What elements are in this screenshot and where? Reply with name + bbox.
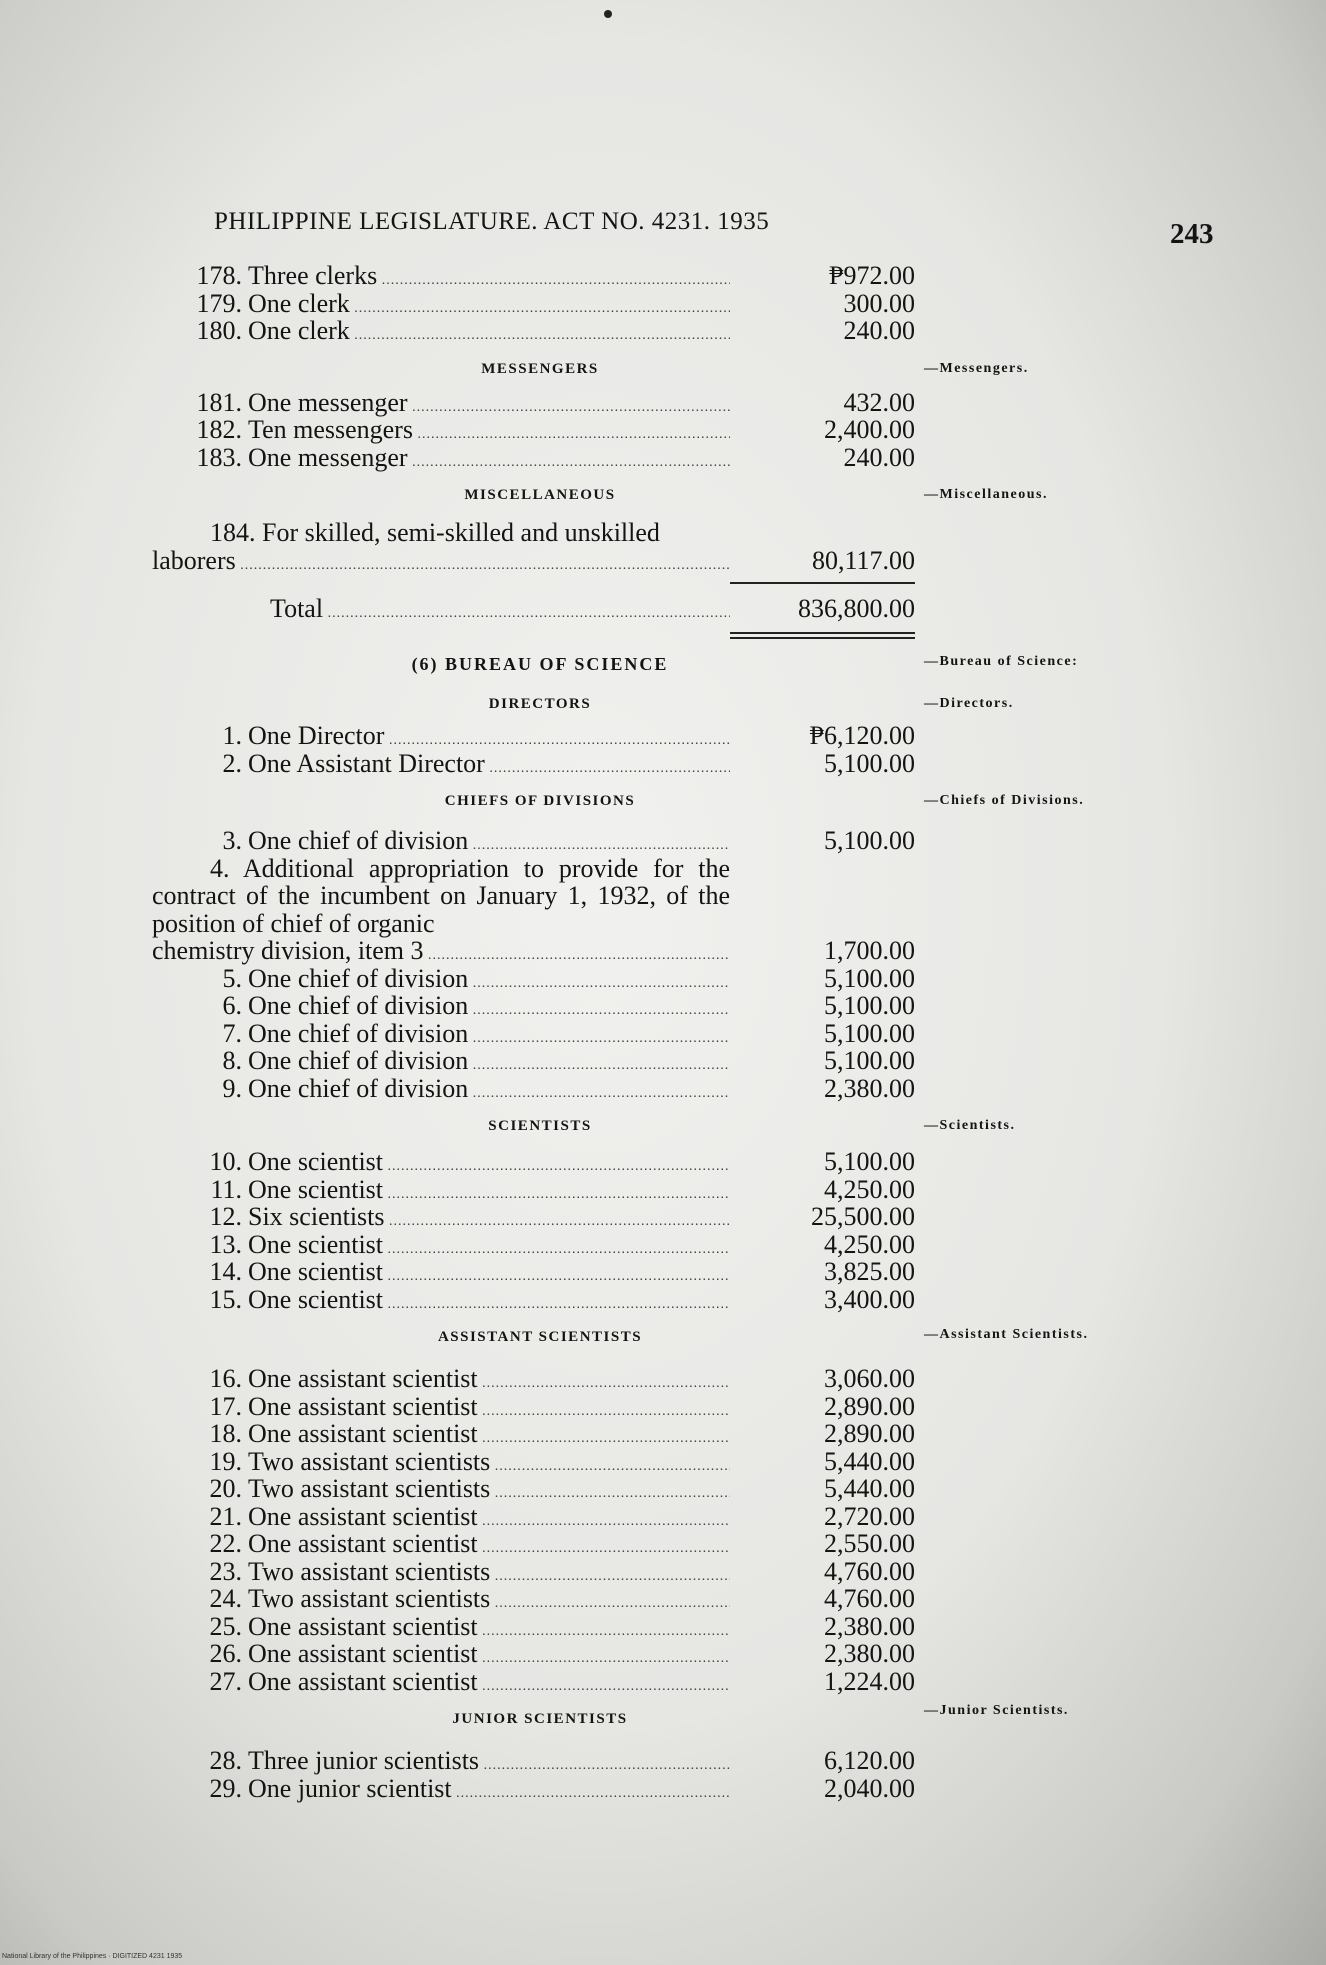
list-item: 26. One assistant scientist ..... 2,380.00 [0, 1640, 1326, 1668]
list-item: 17. One assistant scientist ..... 2,890.00 [0, 1393, 1326, 1421]
margin-note: —Messengers. [924, 360, 1029, 376]
rule [730, 582, 915, 584]
list-item: 16. One assistant scientist ..... 3,060.00 [0, 1365, 1326, 1393]
section-heading-messengers: MESSENGERS —Messengers. [481, 360, 1029, 377]
list-item: 13. One scientist ..... 4,250.00 [0, 1231, 1326, 1259]
list-item: 28. Three junior scientists ..... 6,120.00 [0, 1747, 1326, 1775]
archive-id: National Library of the Philippines · DIGITIZED 4231 1935 [2, 1953, 183, 1960]
section-heading-assistant-scientists: ASSISTANT SCIENTISTS —Assistant Scientists. [437, 1327, 1089, 1345]
page-number: 243 [1170, 218, 1214, 250]
list-item: 29. One junior scientist ..... 2,040.00 [0, 1775, 1326, 1803]
list-item-multiline: 184. For skilled, semi-skilled and unskilled laborers ..... 80,117.00 [0, 519, 1326, 574]
list-item: 8. One chief of division ..... 5,100.00 [0, 1047, 1326, 1075]
list-item: 3. One chief of division ..... 5,100.00 [0, 827, 1326, 855]
list-item: 6. One chief of division ..... 5,100.00 [0, 992, 1326, 1020]
section-heading-scientists: SCIENTISTS —Scientists. [488, 1118, 1016, 1134]
list-item: 20. Two assistant scientists ..... 5,440.00 [0, 1475, 1326, 1503]
section-heading-directors: DIRECTORS —Directors. [488, 696, 1014, 712]
list-item: 183. One messenger ..... 240.00 [0, 444, 1326, 472]
margin-note: —Chiefs of Divisions. [924, 793, 1085, 808]
list-item: 14. One scientist ..... 3,825.00 [0, 1258, 1326, 1286]
section-heading-chiefs: CHIEFS OF DIVISIONS —Chiefs of Divisions. [444, 793, 1085, 809]
list-item: 9. One chief of division ..... 2,380.00 [0, 1075, 1326, 1103]
list-item: 10. One scientist ..... 5,100.00 [0, 1148, 1326, 1176]
list-item-multiline: 4. Additional appropriation to provide for the contract of the incumbent on January 1, 1932, of the position of chief of organic chemistry division, item 3 ..... 1,700.00 [0, 855, 1326, 965]
list-item: 2. One Assistant Director ..... 5,100.00 [0, 750, 1326, 778]
margin-note: —Miscellaneous. [924, 487, 1048, 502]
list-item: 27. One assistant scientist ..... 1,224.00 [0, 1668, 1326, 1696]
margin-note: —Junior Scientists. [924, 1703, 1069, 1718]
list-item: 182. Ten messengers ..... 2,400.00 [0, 416, 1326, 444]
page-dot [604, 10, 612, 18]
section-heading-miscellaneous: MISCELLANEOUS —Miscellaneous. [464, 487, 1048, 503]
list-item: 21. One assistant scientist ..... 2,720.00 [0, 1503, 1326, 1531]
list-item: 181. One messenger ..... 432.00 [0, 389, 1326, 417]
list-item: 22. One assistant scientist ..... 2,550.00 [0, 1530, 1326, 1558]
margin-note: —Bureau of Science: [924, 654, 1079, 669]
page-header: PHILIPPINE LEGISLATURE. ACT NO. 4231. 1935 [214, 208, 770, 235]
list-item: 18. One assistant scientist ..... 2,890.00 [0, 1420, 1326, 1448]
appropriation-list [0, 262, 1326, 1802]
list-item: 11. One scientist ..... 4,250.00 [0, 1176, 1326, 1204]
section-heading-junior-scientists: JUNIOR SCIENTISTS —Junior Scientists. [452, 1703, 1069, 1727]
list-item: 19. Two assistant scientists ..... 5,440.00 [0, 1448, 1326, 1476]
list-item: 15. One scientist ..... 3,400.00 [0, 1286, 1326, 1314]
margin-note: —Scientists. [924, 1118, 1016, 1133]
list-item: 25. One assistant scientist ..... 2,380.00 [0, 1613, 1326, 1641]
margin-note: —Assistant Scientists. [924, 1327, 1089, 1342]
list-item: 180. One clerk ..... 240.00 [0, 317, 1326, 345]
list-item: 1. One Director ..... ₱6,120.00 [0, 722, 1326, 750]
margin-note: —Directors. [924, 696, 1014, 711]
list-item: 178. Three clerks ..... ₱972.00 [0, 262, 1326, 290]
list-item: 7. One chief of division ..... 5,100.00 [0, 1020, 1326, 1048]
list-item: 23. Two assistant scientists ..... 4,760.00 [0, 1558, 1326, 1586]
list-item: 24. Two assistant scientists ..... 4,760.00 [0, 1585, 1326, 1613]
total-row: Total ..... 836,800.00 [0, 574, 1326, 636]
list-item: 5. One chief of division ..... 5,100.00 [0, 965, 1326, 993]
section-heading-bureau: (6) BUREAU OF SCIENCE —Bureau of Science: [411, 654, 1079, 674]
list-item: 179. One clerk ..... 300.00 [0, 290, 1326, 318]
list-item: 12. Six scientists ..... 25,500.00 [0, 1203, 1326, 1231]
